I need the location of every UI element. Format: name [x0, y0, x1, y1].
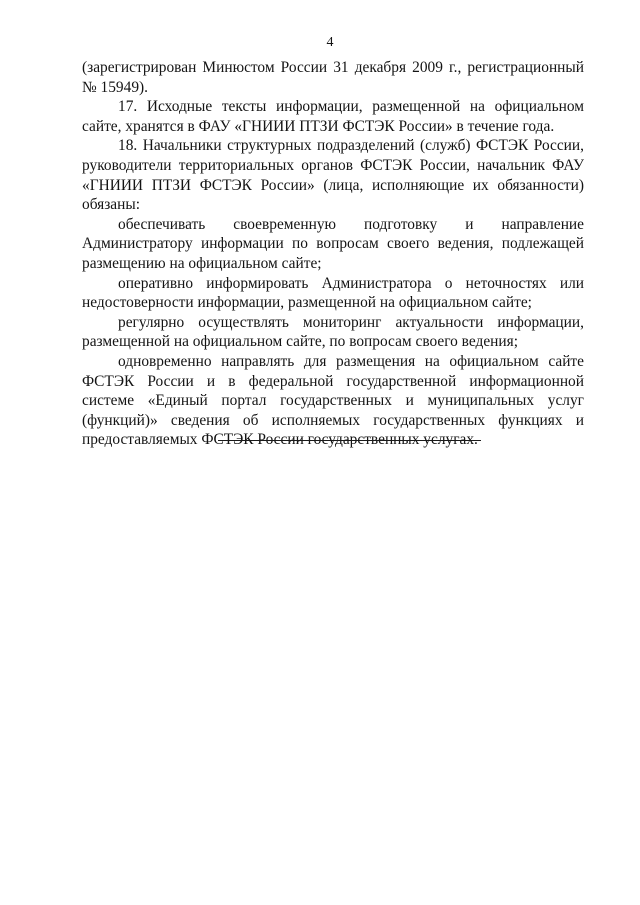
paragraph-item-17: 17. Исходные тексты информации, размещенной на официальном сайте, хранятся в ФАУ «ГНИИИ ПТЗИ ФСТЭК России» в течение года. [82, 98, 584, 135]
end-separator-line [218, 440, 481, 441]
document-body [82, 58, 584, 450]
paragraph-item-18: 18. Начальники структурных подразделений (служб) ФСТЭК России, руководители территориальных органов ФСТЭК России, начальник ФАУ «ГНИИИ ПТЗИ ФСТЭК России» (лица, исполняющие их обязанности) обязаны: [82, 137, 584, 214]
paragraph-duty-4: одновременно направлять для размещения на официальном сайте ФСТЭК России и в федеральной государственной информационной системе «Единый портал государственных и муниципальных услуг (функций)» сведения об исполняемых государственных функциях и предоставляемых ФСТЭК России государственных услугах. [82, 352, 584, 449]
paragraph-duty-3: регулярно осуществлять мониторинг актуальности информации, размещенной на официальном сайте, по вопросам своего ведения; [82, 313, 584, 351]
paragraph-duty-1: обеспечивать своевременную подготовку и направление Администратору информации по вопросам своего ведения, подлежащей размещению на официальном сайте; [82, 215, 584, 272]
paragraph-duty-2: оперативно информировать Администратора о неточностях или недостоверности информации, размещенной на официальном сайте; [82, 274, 584, 312]
paragraph-registration-note: (зарегистрирован Минюстом России 31 декабря 2009 г., регистрационный № 15949). [82, 59, 584, 96]
page-number: 4 [326, 35, 334, 50]
